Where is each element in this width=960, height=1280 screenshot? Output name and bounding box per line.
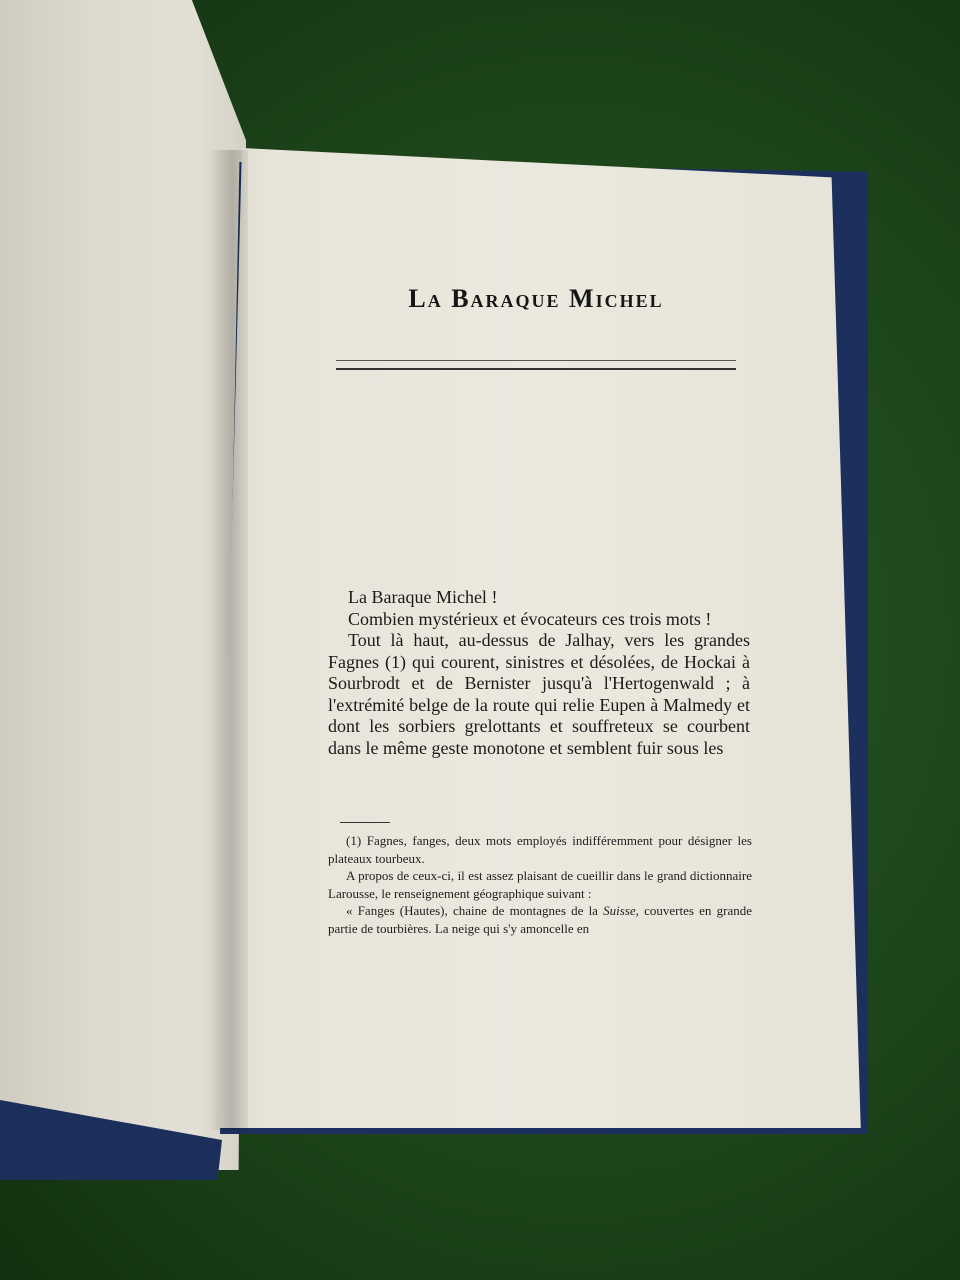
body-paragraph-3: Tout là haut, au-dessus de Jalhay, vers les grandes Fagnes (1) qui courent, sinistres et désolées, de Hockai à Sourbrodt et de Bernister jusqu'à l'Hertogenwald ; à l'extrémité belge de la route qui relie Eupen à Malmedy et dont les sorbiers grelottants et souffreteux se courbent dans le même geste monotone et semblent fuir sous les bbox=[328, 630, 750, 758]
footnote-1: (1) Fagnes, fanges, deux mots employés indifféremment pour désigner les plateaux tourbeux. bbox=[328, 833, 752, 866]
body-text bbox=[328, 587, 750, 759]
title-rule-thin bbox=[336, 360, 736, 361]
footnote-3 bbox=[328, 902, 752, 937]
footnote-3-italic: Suisse bbox=[603, 903, 636, 918]
footnote-3-end: , couvertes en grande partie de tourbières. La neige qui s'y amoncelle en bbox=[328, 903, 752, 936]
chapter-title: La Baraque Michel bbox=[408, 284, 664, 313]
footnote-rule bbox=[340, 822, 390, 823]
body-paragraph-2: Combien mystérieux et évocateurs ces trois mots ! bbox=[348, 608, 712, 629]
footnote-3-start: « Fanges (Hautes), chaine de montagnes de la bbox=[346, 903, 604, 918]
footnotes bbox=[328, 832, 752, 937]
footnote-2: A propos de ceux-ci, il est assez plaisant de cueillir dans le grand dictionnaire Larousse, le renseignement géographique suivant : bbox=[328, 868, 752, 901]
body-line-1: La Baraque Michel ! bbox=[348, 587, 498, 607]
title-rule-thick bbox=[336, 368, 736, 370]
